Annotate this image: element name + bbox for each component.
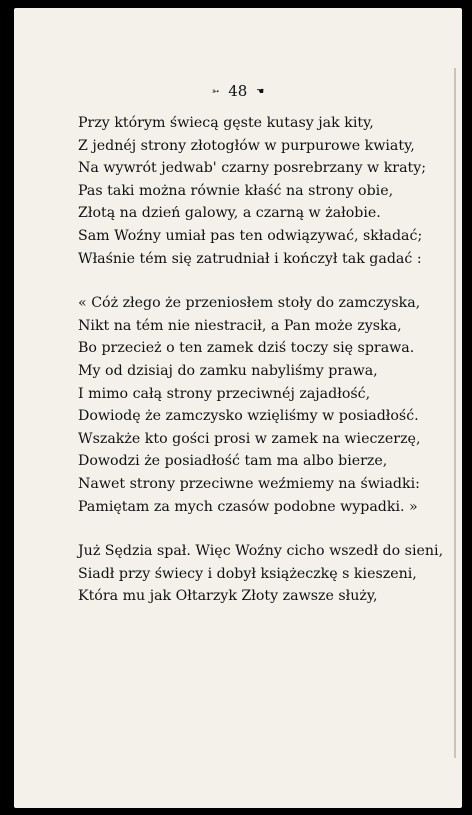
poem-line: Na wywrót jedwab' czarny posrebrzany w kraty; (78, 160, 427, 177)
poem-line: Już Sędzia spał. Więc Woźny cicho wszedł do sieni, (78, 543, 444, 560)
poem-line: Przy którym świecą gęste kutasy jak kity, (78, 115, 374, 131)
poem-text (78, 112, 448, 608)
poem-line: « Cóż złego że przeniosłem stoły do zamczyska, (78, 295, 421, 312)
page-header (14, 82, 462, 100)
poem-line: Złotą na dzień galowy, a czarną w żałobie. (78, 205, 381, 222)
poem-line: My od dzisiaj do zamku nabyliśmy prawa, (78, 362, 378, 379)
poem-line: Właśnie tém się zatrudniał i kończył tak gadać : (78, 250, 422, 267)
poem-line: I mimo całą strony przeciwnéj zajadłość, (78, 385, 371, 402)
ornament-left-icon: ➳ (211, 87, 220, 97)
stanza-gap (78, 518, 448, 540)
stanza-gap (78, 270, 448, 292)
poem-line: Bo przecież o ten zamek dziś toczy się sprawa. (78, 340, 415, 357)
poem-line: Sam Woźny umiał pas ten odwiązywać, składać; (78, 227, 423, 244)
poem-line: Dowodzi że posiadłość tam ma albo bierze, (78, 453, 388, 470)
poem-line: Nawet strony przeciwne weźmiemy na świadki: (78, 475, 420, 492)
book-page (14, 8, 462, 808)
stanza-1 (78, 112, 448, 270)
poem-line: Z jednéj strony złotogłów w purpurowe kwiaty, (78, 137, 415, 154)
poem-line: Nikt na tém nie niestracił, a Pan może zyska, (78, 317, 402, 334)
poem-line: Pamiętam za mych czasów podobne wypadki. » (78, 498, 418, 515)
poem-line: Wszakże kto gości prosi w zamek na wieczerzę, (78, 430, 421, 447)
poem-line: Pas taki można równie kłaść na strony obie, (78, 182, 394, 199)
poem-line: Siadł przy świecy i dobył książeczkę s kieszeni, (78, 565, 417, 582)
stanza-2 (78, 292, 448, 518)
poem-line: Dowiodę że zamczysko wzięliśmy w posiadłość. (78, 408, 419, 425)
stanza-3 (78, 540, 448, 608)
poem-line: Która mu jak Ołtarzyk Złoty zawsze służy, (78, 588, 378, 605)
page-edge-shadow (454, 68, 456, 758)
page-number: 48 (228, 82, 248, 100)
ornament-right-icon: ☚ (256, 87, 265, 97)
